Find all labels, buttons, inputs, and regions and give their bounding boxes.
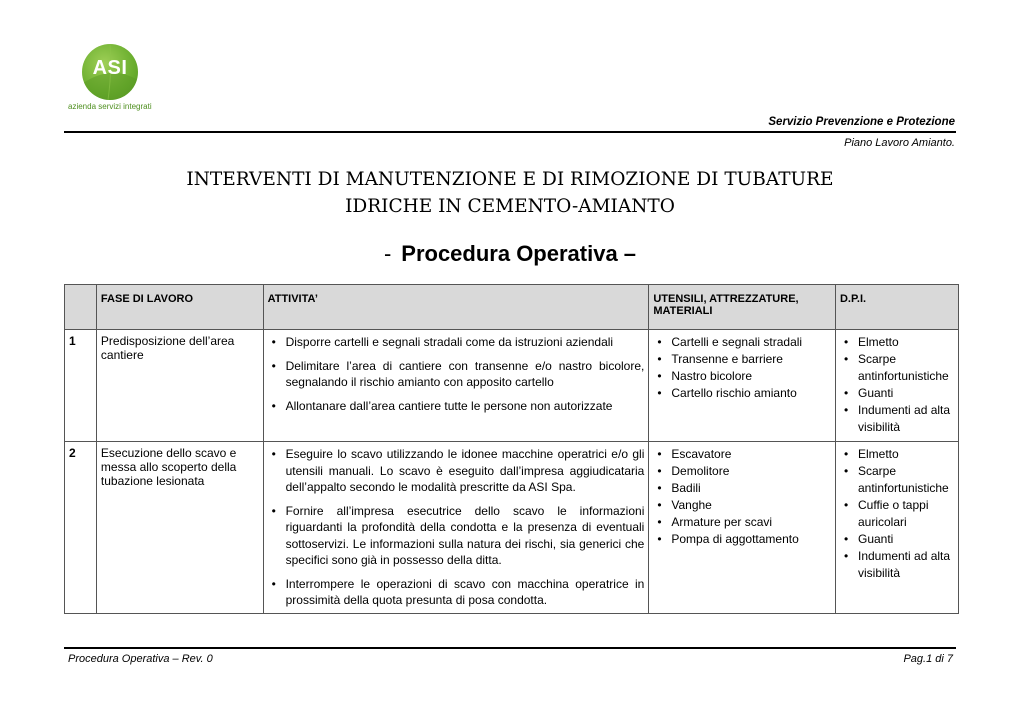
list-item: • Disporre cartelli e segnali stradali come da istruzioni aziendali bbox=[268, 334, 645, 351]
row-fase: Predisposizione dell’area cantiere bbox=[96, 330, 263, 442]
list-item: • Cartelli e segnali stradali bbox=[653, 334, 831, 351]
table-row bbox=[65, 330, 959, 442]
list-item: • Elmetto bbox=[840, 334, 954, 351]
header-divider bbox=[64, 131, 956, 133]
row-number: 1 bbox=[65, 330, 97, 442]
header-dpi: D.P.I. bbox=[835, 285, 958, 330]
row-fase: Esecuzione dello scavo e messa allo scoperto della tubazione lesionata bbox=[96, 442, 263, 614]
table-row bbox=[65, 442, 959, 614]
list-item: • Indumenti ad alta visibilità bbox=[840, 548, 954, 582]
page-title bbox=[64, 166, 956, 220]
logo-text: ASI bbox=[92, 57, 128, 79]
list-item: • Eseguire lo scavo utilizzando le idonee macchine operatrici e/o gli utensili manuali. Lo scavo è eseguito dall’impresa aggiudicataria dell’appalto secondo le modalità prescritte da ASI Spa. bbox=[268, 446, 645, 496]
list-item: • Interrompere le operazioni di scavo con macchina operatrice in prossimità della quota presunta di posa condotta. bbox=[268, 576, 645, 609]
row-attivita bbox=[263, 330, 649, 442]
list-item: • Elmetto bbox=[840, 446, 954, 463]
row-utensili bbox=[649, 330, 836, 442]
list-item: • Guanti bbox=[840, 385, 954, 402]
list-item: • Scarpe antinfortunistiche bbox=[840, 351, 954, 385]
list-item: • Indumenti ad alta visibilità bbox=[840, 402, 954, 436]
row-number: 2 bbox=[65, 442, 97, 614]
row-dpi bbox=[835, 330, 958, 442]
row-dpi bbox=[835, 442, 958, 614]
list-item: • Escavatore bbox=[653, 446, 831, 463]
list-item: • Cartello rischio amianto bbox=[653, 385, 831, 402]
header-department: Servizio Prevenzione e Protezione bbox=[768, 116, 955, 128]
footer-revision: Procedura Operativa – Rev. 0 bbox=[68, 653, 213, 665]
list-item: • Transenne e barriere bbox=[653, 351, 831, 368]
logo-tagline: azienda servizi integrati bbox=[68, 102, 152, 111]
table-header-row bbox=[65, 285, 959, 330]
footer-divider bbox=[64, 647, 956, 649]
list-item: • Delimitare l’area di cantiere con transenne e/o nastro bicolore, segnalando il rischio amianto con apposito cartello bbox=[268, 358, 645, 391]
page-subtitle bbox=[64, 241, 956, 267]
procedure-table bbox=[64, 284, 959, 614]
header-utensili: UTENSILI, ATTREZZATURE, MATERIALI bbox=[649, 285, 836, 330]
list-item: • Nastro bicolore bbox=[653, 368, 831, 385]
list-item: • Cuffie o tappi auricolari bbox=[840, 497, 954, 531]
header-attivita: ATTIVITA’ bbox=[263, 285, 649, 330]
title-line-2: IDRICHE IN CEMENTO-AMIANTO bbox=[345, 196, 675, 217]
list-item: • Armature per scavi bbox=[653, 514, 831, 531]
header-fase: FASE DI LAVORO bbox=[96, 285, 263, 330]
footer-page-number: Pag.1 di 7 bbox=[903, 653, 953, 665]
list-item: • Pompa di aggottamento bbox=[653, 531, 831, 548]
list-item: • Guanti bbox=[840, 531, 954, 548]
company-logo bbox=[66, 42, 162, 116]
list-item: • Scarpe antinfortunistiche bbox=[840, 463, 954, 497]
list-item: • Fornire all’impresa esecutrice dello scavo le informazioni riguardanti la profondità della condotta e la presenza di eventuali sottoservizi. Le informazioni sulla natura dei rischi, sia generici che specifici sono già in possesso della ditta. bbox=[268, 503, 645, 569]
list-item: • Demolitore bbox=[653, 463, 831, 480]
list-item: • Allontanare dall’area cantiere tutte le persone non autorizzate bbox=[268, 398, 645, 415]
title-line-1: INTERVENTI DI MANUTENZIONE E DI RIMOZIONE DI TUBATURE bbox=[186, 169, 834, 190]
header-num bbox=[65, 285, 97, 330]
subtitle-dash: - bbox=[383, 241, 392, 266]
row-utensili bbox=[649, 442, 836, 614]
header-document: Piano Lavoro Amianto. bbox=[844, 137, 955, 149]
row-attivita bbox=[263, 442, 649, 614]
subtitle-text: Procedura Operativa – bbox=[401, 241, 637, 266]
list-item: • Vanghe bbox=[653, 497, 831, 514]
list-item: • Badili bbox=[653, 480, 831, 497]
